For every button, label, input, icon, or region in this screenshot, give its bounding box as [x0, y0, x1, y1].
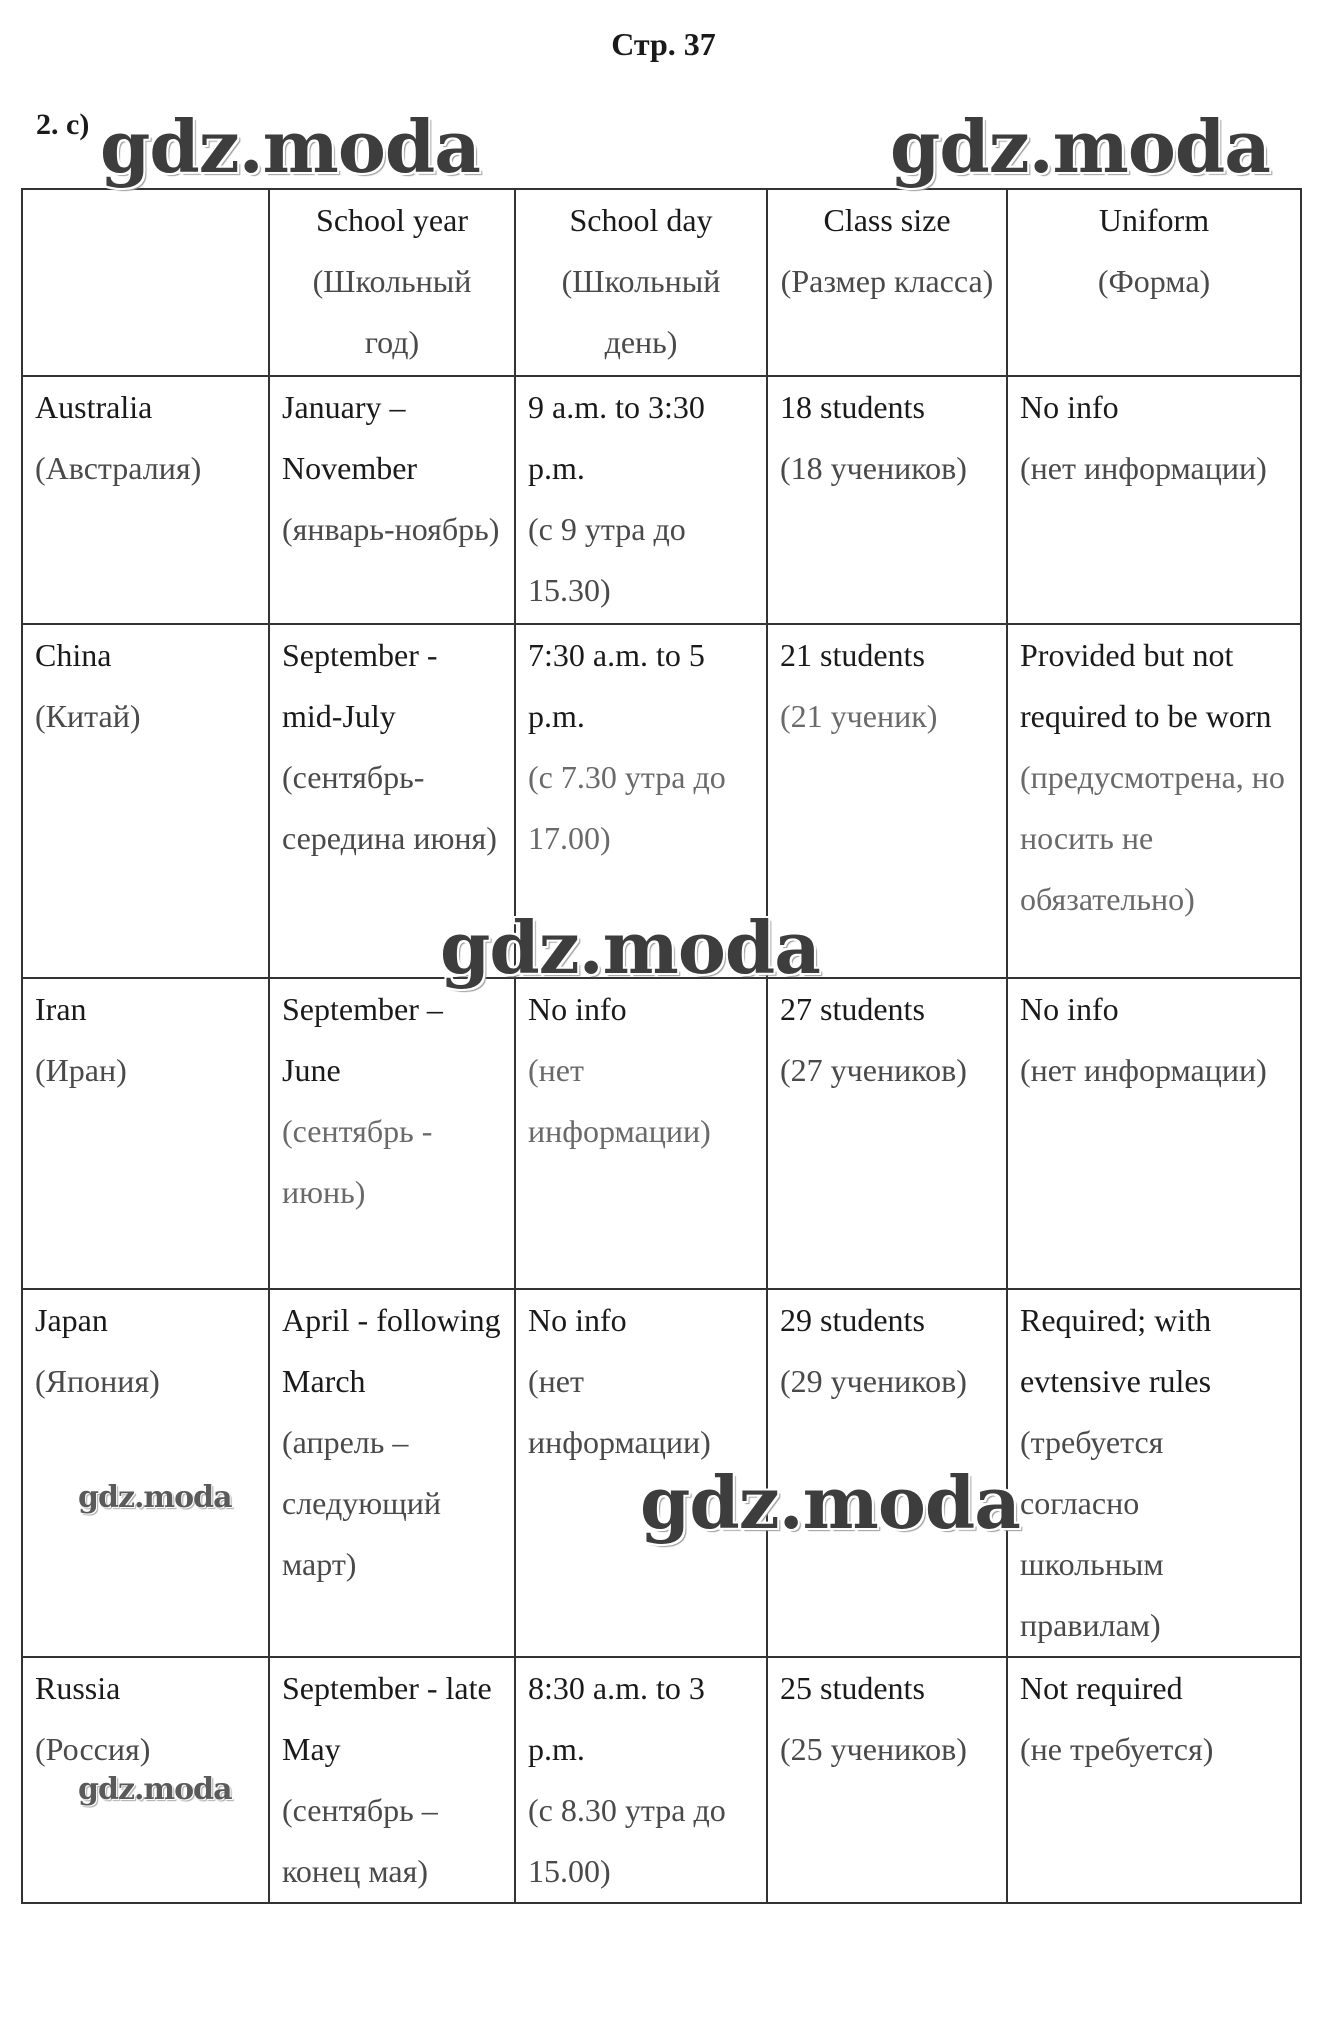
country-cell: Australia (Австралия) — [22, 376, 269, 624]
table-row — [22, 1289, 1301, 1657]
school-day-cell: No info (нет информации) — [515, 978, 767, 1289]
school-day-cell: 7:30 a.m. to 5 p.m. (с 7.30 утра до 17.00) — [515, 624, 767, 978]
watermark-small-japan: gdz.moda — [78, 1480, 232, 1515]
watermark-middle: gdz.moda — [440, 905, 820, 990]
class-size-cell: 25 students (25 учеников) — [767, 1657, 1007, 1903]
uniform-cell: Not required (не требуется) — [1007, 1657, 1301, 1903]
country-cell: China (Китай) — [22, 624, 269, 978]
table-row — [22, 376, 1301, 624]
country-cell: Iran (Иран) — [22, 978, 269, 1289]
school-year-cell: September - mid-July (сентябрь-середина июня) — [269, 624, 515, 978]
school-day-cell: 8:30 a.m. to 3 p.m. (с 8.30 утра до 15.00) — [515, 1657, 767, 1903]
school-year-cell: January – November (январь-ноябрь) — [269, 376, 515, 624]
table-header-row — [22, 189, 1301, 376]
school-comparison-table — [21, 188, 1302, 1904]
class-size-cell: 27 students (27 учеников) — [767, 978, 1007, 1289]
table-row — [22, 1657, 1301, 1903]
table-row — [22, 624, 1301, 978]
header-empty-cell — [22, 189, 269, 376]
header-uniform: Uniform (Форма) — [1007, 189, 1301, 376]
school-day-cell: No info (нет информации) — [515, 1289, 767, 1657]
header-school-day: School day (Школьный день) — [515, 189, 767, 376]
header-school-year: School year (Школьный год) — [269, 189, 515, 376]
watermark-top-left: gdz.moda — [100, 104, 480, 189]
watermark-top-right: gdz.moda — [890, 104, 1270, 189]
watermark-lower: gdz.moda — [640, 1460, 1020, 1545]
school-year-cell: April - following March (апрель – следующий март) — [269, 1289, 515, 1657]
class-size-cell: 21 students (21 ученик) — [767, 624, 1007, 978]
country-cell: Russia (Россия) — [22, 1657, 269, 1903]
table-row — [22, 978, 1301, 1289]
school-year-cell: September - late May (сентябрь – конец мая) — [269, 1657, 515, 1903]
class-size-cell: 29 students (29 учеников) — [767, 1289, 1007, 1657]
page-title: Стр. 37 — [611, 26, 716, 62]
header-class-size: Class size (Размер класса) — [767, 189, 1007, 376]
uniform-cell: Required; with evtensive rules (требуется согласно школьным правилам) — [1007, 1289, 1301, 1657]
school-year-cell: September – June (сентябрь - июнь) — [269, 978, 515, 1289]
class-size-cell: 18 students (18 учеников) — [767, 376, 1007, 624]
task-label: 2. c) — [36, 108, 90, 141]
uniform-cell: No info (нет информации) — [1007, 376, 1301, 624]
watermark-small-russia: gdz.moda — [78, 1772, 232, 1807]
country-cell: Japan (Япония) — [22, 1289, 269, 1657]
uniform-cell: No info (нет информации) — [1007, 978, 1301, 1289]
uniform-cell: Provided but not required to be worn (предусмотрена, но носить не обязательно) — [1007, 624, 1301, 978]
school-day-cell: 9 a.m. to 3:30 p.m. (с 9 утра до 15.30) — [515, 376, 767, 624]
